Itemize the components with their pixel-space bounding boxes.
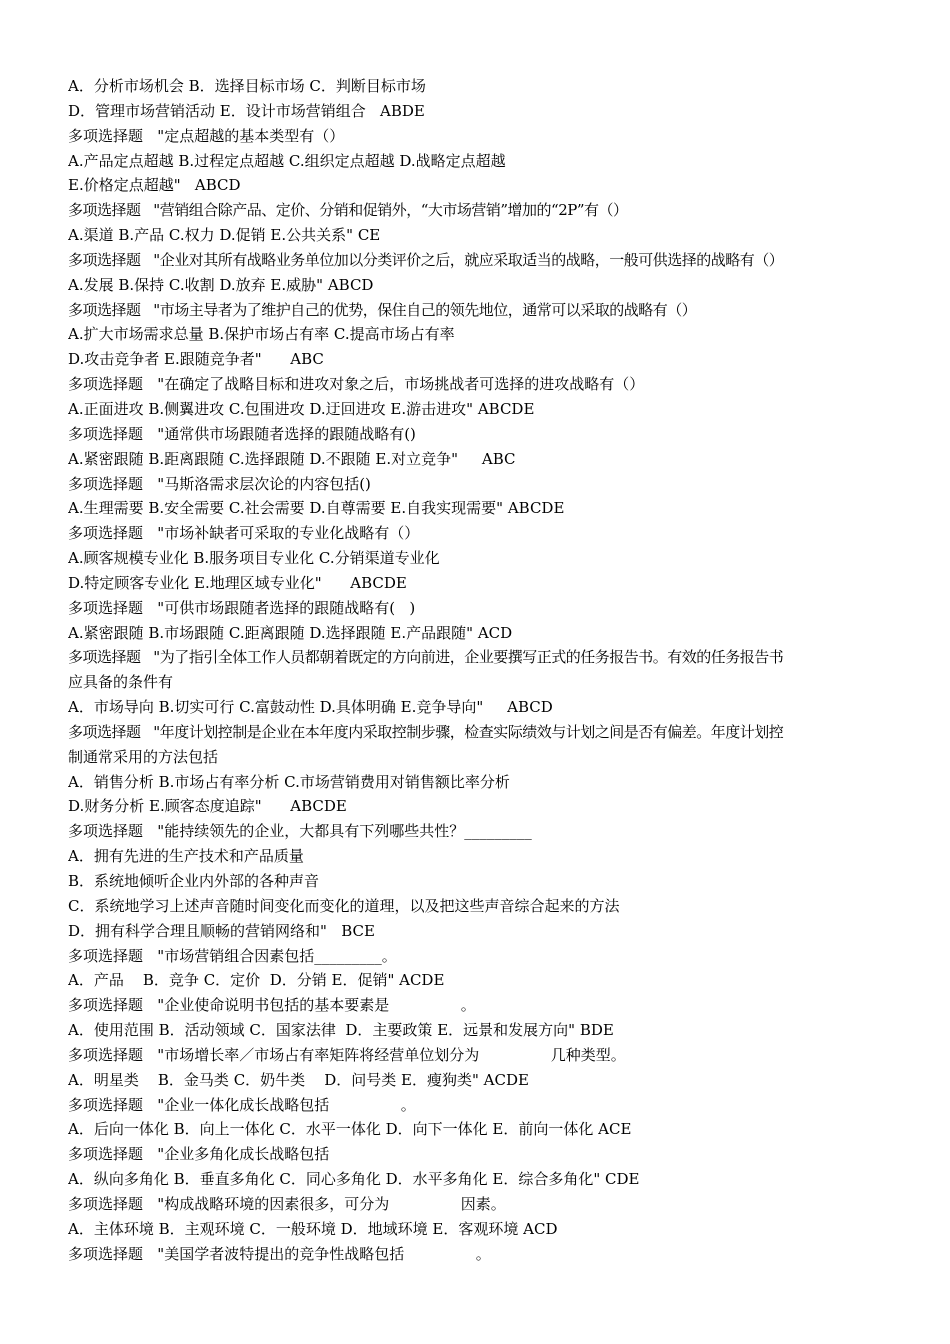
text-line: E.价格定点超越" ABCD	[68, 176, 241, 195]
text-line: 多项选择题 "为了指引全体工作人员都朝着既定的方向前进，企业要撰写正式的任务报告书。有效的任务报告书	[68, 648, 784, 667]
text-line: B．系统地倾听企业内外部的各种声音	[68, 872, 320, 890]
text-line: 多项选择题 "马斯洛需求层次论的内容包括()	[68, 474, 371, 493]
text-line: 多项选择题 "企业对其所有战略业务单位加以分类评价之后，就应采取适当的战略，一般可供选择的战略有（）	[68, 250, 784, 269]
text-line: 多项选择题 "市场营销组合因素包括_________。	[68, 946, 397, 965]
text-line: A．使用范围 B．活动领域 C．国家法律 D．主要政策 E．远景和发展方向" BDE	[68, 1021, 614, 1040]
text-line: A.发展 B.保持 C.收割 D.放弃 E.威胁" ABCD	[68, 275, 374, 294]
text-line: A．主体环境 B．主观环境 C．一般环境 D．地域环境 E．客观环境 ACD	[68, 1219, 558, 1238]
text-line: A．明星类 B．金马类 C．奶牛类 D．问号类 E．瘦狗类" ACDE	[68, 1070, 529, 1089]
text-line: 多项选择题 "市场增长率／市场占有率矩阵将经营单位划分为 几种类型。	[68, 1045, 626, 1064]
text-line: 多项选择题 "企业一体化成长战略包括 。	[68, 1095, 416, 1114]
document-body	[68, 74, 888, 1267]
text-line: A.生理需要 B.安全需要 C.社会需要 D.自尊需要 E.自我实现需要" ABCDE	[68, 499, 565, 518]
text-line: A.产品定点超越 B.过程定点超越 C.组织定点超越 D.战略定点超越	[68, 151, 506, 170]
text-line: D．拥有科学合理且顺畅的营销网络和" BCE	[68, 921, 375, 940]
text-line: D.财务分析 E.顾客态度追踪" ABCDE	[68, 797, 347, 816]
text-line: A.渠道 B.产品 C.权力 D.促销 E.公共关系" CE	[68, 226, 381, 245]
text-line: D.特定顾客专业化 E.地理区域专业化" ABCDE	[68, 573, 407, 592]
text-line: 多项选择题 "营销组合除产品、定价、分销和促销外，“大市场营销”增加的“2P”有（）	[68, 201, 628, 220]
text-line: A．后向一体化 B．向上一体化 C．水平一体化 D．向下一体化 E．前向一体化 ACE	[68, 1120, 632, 1139]
text-line: A.紧密跟随 B.市场跟随 C.距离跟随 D.选择跟随 E.产品跟随" ACD	[68, 623, 513, 642]
text-line: A．纵向多角化 B．垂直多角化 C．同心多角化 D．水平多角化 E．综合多角化" CDE	[68, 1170, 640, 1189]
text-line: A．拥有先进的生产技术和产品质量	[68, 847, 304, 866]
text-line: A.扩大市场需求总量 B.保护市场占有率 C.提高市场占有率	[68, 325, 455, 344]
text-line: 多项选择题 "可供市场跟随者选择的跟随战略有( )	[68, 598, 416, 617]
text-line: A．分析市场机会 B．选择目标市场 C．判断目标市场	[68, 77, 426, 95]
text-line: 多项选择题 "构成战略环境的因素很多，可分为 因素。	[68, 1194, 506, 1213]
text-line: 制通常采用的方法包括	[68, 747, 219, 766]
text-line: 多项选择题 "市场补缺者可采取的专业化战略有（）	[68, 524, 420, 543]
text-line: 多项选择题 "市场主导者为了维护自己的优势，保住自己的领先地位，通常可以采取的战略有（）	[68, 300, 697, 319]
text-line: 多项选择题 "能持续领先的企业，大都具有下列哪些共性？_________	[68, 822, 532, 841]
text-line: 应具备的条件有	[68, 673, 174, 692]
text-line: 多项选择题 "定点超越的基本类型有（）	[68, 126, 345, 145]
text-line: A．市场导向 B.切实可行 C.富鼓动性 D.具体明确 E.竞争导向" ABCD	[68, 698, 553, 717]
text-line: D.攻击竞争者 E.跟随竞争者" ABC	[68, 350, 324, 369]
text-line: A．产品 B．竞争 C．定价 D．分销 E．促销" ACDE	[68, 971, 445, 990]
text-line: A.紧密跟随 B.距离跟随 C.选择跟随 D.不跟随 E.对立竞争" ABC	[68, 449, 516, 468]
text-line: 多项选择题 "在确定了战略目标和进攻对象之后，市场挑战者可选择的进攻战略有（）	[68, 375, 645, 394]
text-line: A.顾客规模专业化 B.服务项目专业化 C.分销渠道专业化	[68, 549, 440, 568]
text-line: A.正面进攻 B.侧翼进攻 C.包围进攻 D.迂回进攻 E.游击进攻" ABCDE	[68, 399, 535, 418]
text-line: 多项选择题 "美国学者波特提出的竞争性战略包括 。	[68, 1244, 491, 1263]
text-line: D．管理市场营销活动 E．设计市场营销组合 ABDE	[68, 101, 425, 120]
text-line: A．销售分析 B.市场占有率分析 C.市场营销费用对销售额比率分析	[68, 772, 510, 791]
text-line: 多项选择题 "年度计划控制是企业在本年度内采取控制步骤，检查实际绩效与计划之间是否有偏差。年度计划控	[68, 722, 784, 741]
text-line: 多项选择题 "企业多角化成长战略包括	[68, 1145, 330, 1164]
text-line: C．系统地学习上述声音随时间变化而变化的道理，以及把这些声音综合起来的方法	[68, 896, 620, 915]
text-line: 多项选择题 "通常供市场跟随者选择的跟随战略有()	[68, 424, 416, 443]
text-line: 多项选择题 "企业使命说明书包括的基本要素是 。	[68, 996, 476, 1015]
